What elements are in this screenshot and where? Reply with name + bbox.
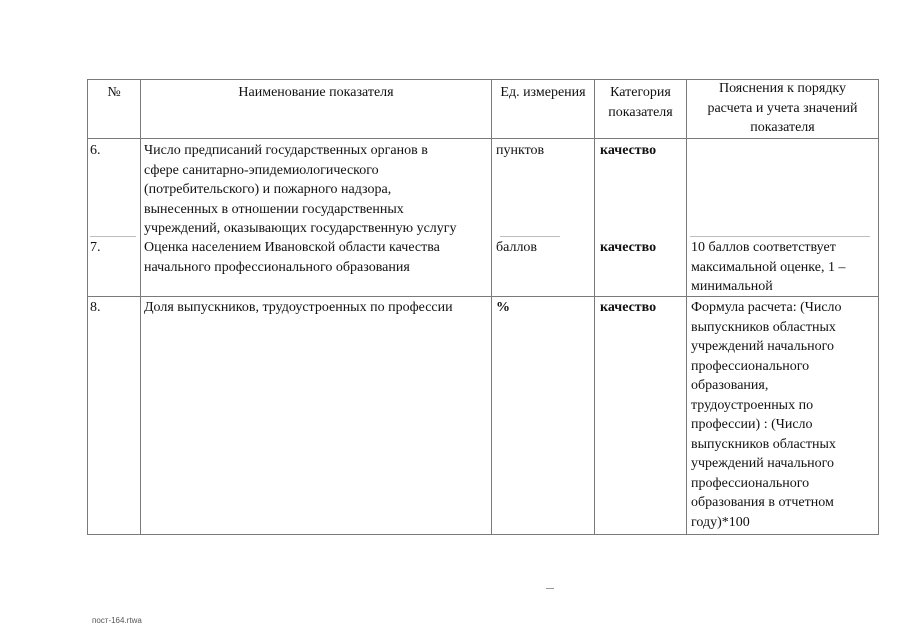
row-name-line: Число предписаний государственных органов в xyxy=(144,143,428,158)
row-explanation-line: минимальной xyxy=(691,279,773,294)
header-explanation-line: расчета и учета значений xyxy=(707,100,858,116)
row-explanation-line: 10 баллов соответствует xyxy=(691,240,836,255)
row8-category xyxy=(595,298,686,318)
row7-name xyxy=(141,238,491,277)
row6-category xyxy=(595,141,686,161)
row-explanation-line: Формула расчета: (Число xyxy=(691,300,842,315)
row-explanation-line: максимальной оценке, 1 – xyxy=(691,259,846,275)
row8-explanation xyxy=(687,298,878,532)
row-explanation-line: профессии) : (Число xyxy=(691,417,813,432)
footer-filename: пост-164.rtwa xyxy=(92,616,142,625)
row-explanation-line: профессионального xyxy=(691,358,810,374)
row6-unit xyxy=(492,141,594,161)
row-unit: % xyxy=(496,300,510,315)
scan-speck xyxy=(546,588,554,589)
scan-speck xyxy=(690,236,870,237)
header-category-line: показателя xyxy=(608,104,673,120)
header-unit-text: Ед. измерения xyxy=(500,85,586,100)
table-right-border xyxy=(878,79,879,535)
row-name-line: (потребительского) и пожарного надзора, xyxy=(144,182,392,197)
header-unit xyxy=(492,83,594,103)
header-name-text: Наименование показателя xyxy=(238,85,394,100)
header-explanation-line: показателя xyxy=(750,120,815,135)
row-name-line: учреждений, оказывающих государственную услугу xyxy=(144,221,457,236)
row-name-line: вынесенных в отношении государственных xyxy=(144,201,404,217)
row-explanation-line: учреждений начального xyxy=(691,456,835,471)
scan-speck xyxy=(90,236,136,237)
header-bottom-border xyxy=(87,138,879,139)
row-number: 7. xyxy=(90,240,101,255)
row7-unit xyxy=(492,238,594,258)
row7-num xyxy=(88,238,140,258)
row-category: качество xyxy=(600,143,657,158)
row-number: 6. xyxy=(90,143,101,158)
row-category: качество xyxy=(600,300,657,315)
row-explanation-line: трудоустроенных по xyxy=(691,397,814,413)
row-explanation-line: выпускников областных xyxy=(691,319,836,335)
header-name xyxy=(141,83,491,103)
header-num-text: № xyxy=(107,85,121,100)
header-explanation xyxy=(687,79,878,138)
row-number: 8. xyxy=(90,300,101,315)
row-explanation-line: учреждений начального xyxy=(691,339,835,354)
table-bottom-border xyxy=(87,534,879,535)
scan-speck xyxy=(500,236,560,237)
row-explanation-line: образования в отчетном xyxy=(691,495,834,510)
row-explanation-line: образования, xyxy=(691,378,769,393)
row-unit: баллов xyxy=(496,240,538,255)
row8-name xyxy=(141,298,491,318)
header-explanation-line: Пояснения к порядку xyxy=(718,81,847,96)
row-name-line: Доля выпускников, трудоустроенных по профессии xyxy=(144,300,453,315)
row-name-line: Оценка населением Ивановской области качества xyxy=(144,240,440,255)
row8-unit xyxy=(492,298,594,318)
row-name-line: сфере санитарно-эпидемиологического xyxy=(144,162,379,178)
row-name-line: начального профессионального образования xyxy=(144,259,410,275)
row-explanation-line: выпускников областных xyxy=(691,436,836,452)
header-num xyxy=(88,83,140,103)
row7-category xyxy=(595,238,686,258)
row-explanation-line: профессионального xyxy=(691,475,810,491)
row-unit: пунктов xyxy=(496,143,545,158)
row-category: качество xyxy=(600,240,657,255)
header-category xyxy=(595,83,686,122)
row6-name xyxy=(141,141,491,239)
row-explanation-line: году)*100 xyxy=(691,514,750,530)
header-category-line: Категория xyxy=(610,85,671,100)
row6-num xyxy=(88,141,140,161)
row7-explanation xyxy=(687,238,878,297)
row8-num xyxy=(88,298,140,318)
